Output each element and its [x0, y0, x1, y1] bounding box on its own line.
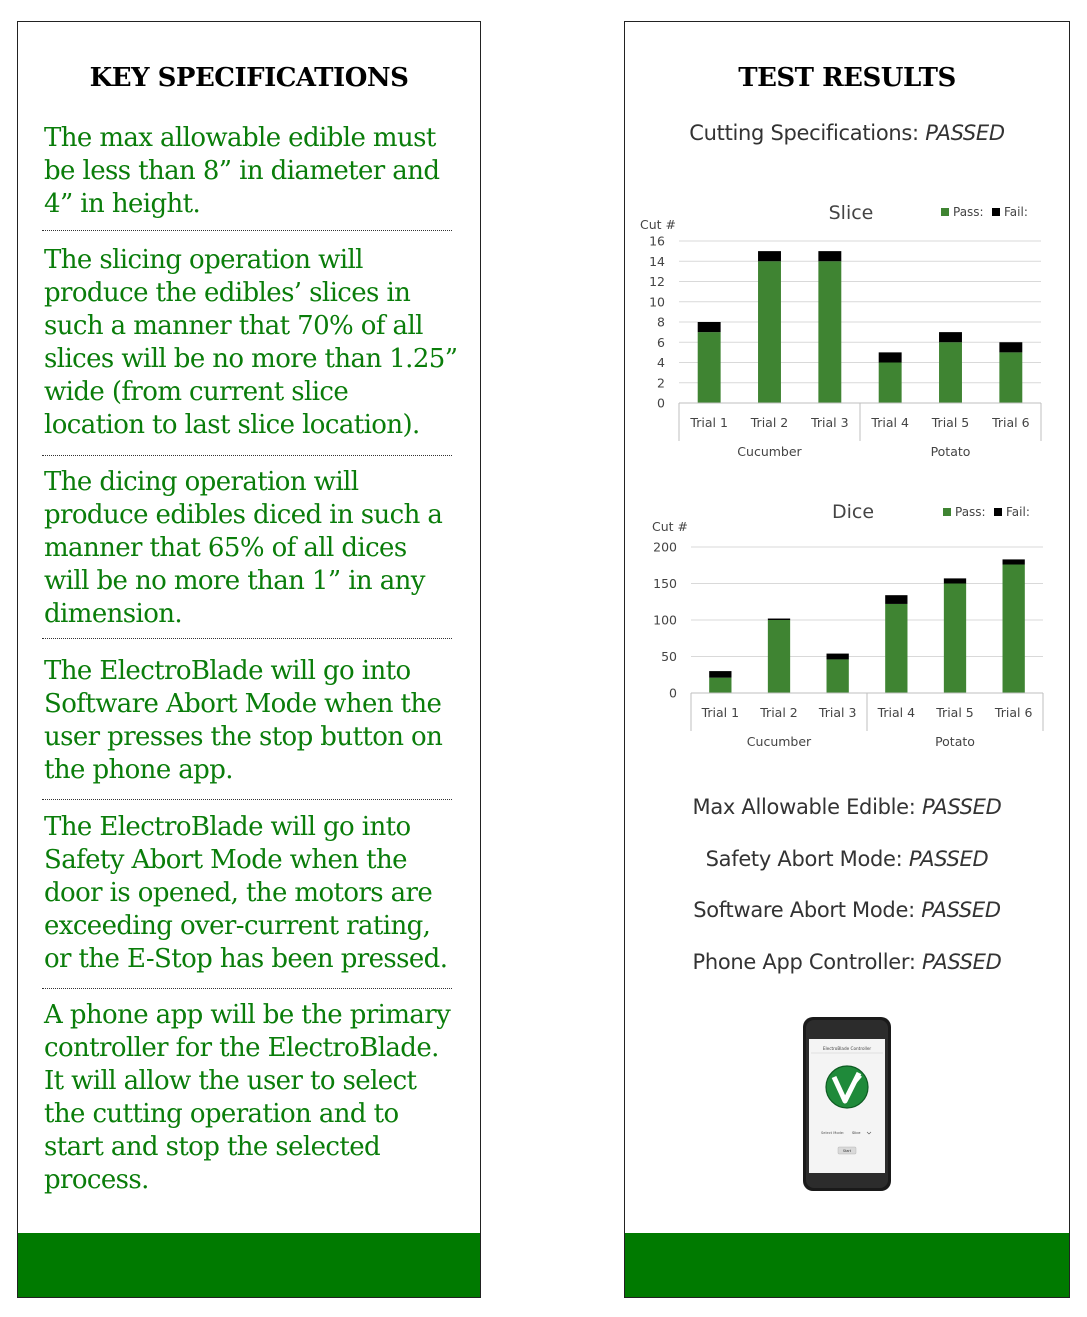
y-axis-label: Cut # [652, 519, 688, 534]
spec-paragraph [44, 811, 454, 976]
bar-fail [944, 578, 966, 583]
bar-fail [999, 342, 1022, 352]
y-tick-label: 100 [653, 612, 677, 628]
x-tick-label: Trial 2 [760, 705, 798, 720]
phone-app-controller-result [625, 950, 1069, 974]
test-results-heading: TEST RESULTS [738, 63, 956, 93]
phone-app-title: ElectroBlade Controller [822, 1046, 872, 1051]
spec-line: will be no more than 1” in any [44, 566, 425, 596]
left-footer-bar [18, 1233, 480, 1297]
result-label: Software Abort Mode: [693, 898, 922, 922]
x-tick-label: Trial 5 [936, 705, 974, 720]
spec-line: dimension. [44, 599, 183, 629]
bar-fail [1003, 559, 1025, 564]
spec-line: The ElectroBlade will go into [44, 812, 411, 842]
bar-pass [818, 261, 841, 403]
spec-line: 4” in height. [44, 189, 201, 219]
legend-fail-label: Fail: [1006, 505, 1030, 519]
spec-line: start and stop the selected [44, 1132, 381, 1162]
slice-chart [625, 177, 1071, 459]
y-tick-label: 14 [649, 253, 665, 269]
bar-pass [939, 342, 962, 403]
result-label: Max Allowable Edible: [692, 795, 922, 819]
spec-divider [42, 455, 452, 456]
result-label: Phone App Controller: [692, 950, 922, 974]
group-label: Potato [935, 734, 975, 749]
result-status: PASSED [908, 847, 989, 871]
spec-paragraph [44, 122, 454, 221]
y-tick-label: 0 [657, 395, 665, 411]
group-label: Potato [930, 444, 971, 459]
right-footer-bar [625, 1233, 1069, 1297]
spec-line: the cutting operation and to [44, 1099, 399, 1129]
dice-chart [625, 477, 1071, 749]
x-tick-label: Trial 2 [750, 415, 789, 430]
bar-pass [999, 352, 1022, 403]
bar-fail [818, 251, 841, 261]
spec-line: Safety Abort Mode when the [44, 845, 407, 875]
legend-pass-swatch [943, 508, 951, 516]
spec-line: The max allowable edible must [44, 123, 436, 153]
y-tick-label: 50 [661, 649, 677, 664]
legend-pass-label: Pass: [953, 205, 984, 219]
y-tick-label: 10 [649, 294, 665, 310]
spec-line: produce the edibles’ slices in [44, 278, 411, 308]
x-tick-label: Trial 1 [701, 705, 740, 720]
spec-paragraph [44, 999, 454, 1197]
spec-line: process. [44, 1165, 149, 1195]
result-status: PASSED [921, 898, 1001, 922]
spec-line: controller for the ElectroBlade. [44, 1033, 439, 1063]
x-tick-label: Trial 5 [931, 415, 970, 430]
y-tick-label: 8 [657, 314, 665, 330]
y-axis-label: Cut # [640, 217, 676, 232]
bar-pass [1003, 565, 1025, 693]
test-results-panel [624, 21, 1070, 1298]
key-specifications-heading: KEY SPECIFICATIONS [89, 63, 409, 93]
spec-paragraph [44, 655, 454, 787]
bar-fail [879, 352, 902, 362]
spec-divider [42, 638, 452, 639]
spec-line: user presses the stop button on [44, 722, 443, 752]
phone-select-value[interactable]: Slice [852, 1131, 861, 1135]
bar-pass [698, 332, 721, 403]
y-tick-label: 200 [653, 539, 677, 555]
phone-start-label: Start [842, 1149, 852, 1153]
spec-line: or the E-Stop has been pressed. [44, 944, 448, 974]
x-tick-label: Trial 3 [818, 705, 857, 720]
spec-divider [42, 230, 452, 231]
spec-line: door is opened, the motors are [44, 878, 433, 908]
y-tick-label: 150 [653, 576, 677, 591]
y-tick-label: 4 [657, 355, 665, 370]
spec-line: The ElectroBlade will go into [44, 656, 411, 686]
software-abort-mode-result [625, 898, 1069, 922]
spec-line: the phone app. [44, 755, 233, 785]
x-tick-label: Trial 6 [992, 415, 1030, 430]
legend-pass-swatch [941, 208, 949, 216]
spec-line: The dicing operation will [44, 467, 359, 497]
spec-paragraph [44, 466, 454, 631]
x-tick-label: Trial 3 [811, 415, 849, 430]
safety-abort-mode-result [625, 847, 1069, 871]
key-specifications-panel [17, 21, 481, 1298]
phone-app-screenshot [801, 1015, 893, 1193]
y-tick-label: 16 [649, 233, 665, 249]
x-tick-label: Trial 4 [877, 705, 916, 720]
bar-fail [758, 251, 781, 261]
spec-paragraph [44, 244, 458, 442]
y-tick-label: 0 [669, 685, 677, 701]
y-tick-label: 12 [649, 274, 665, 289]
spec-line: such a manner that 70% of all [44, 311, 423, 341]
spec-line: It will allow the user to select [44, 1066, 417, 1096]
legend-fail-swatch [994, 508, 1002, 516]
legend-fail-label: Fail: [1004, 205, 1028, 219]
cutting-specifications-result [625, 121, 1069, 145]
max-allowable-edible-result [625, 795, 1069, 819]
spec-line: slices will be no more than 1.25” [44, 344, 458, 374]
spec-line: be less than 8” in diameter and [44, 156, 440, 186]
chart-title: Slice [828, 202, 874, 224]
phone-select-label[interactable]: Select Mode: [821, 1131, 845, 1135]
bar-fail [698, 322, 721, 332]
group-label: Cucumber [737, 444, 802, 459]
spec-line: The slicing operation will [44, 245, 363, 275]
result-label: Safety Abort Mode: [705, 847, 909, 871]
x-tick-label: Trial 1 [690, 415, 728, 430]
bar-fail [885, 595, 907, 604]
spec-line: location to last slice location). [44, 410, 420, 440]
bar-fail [827, 654, 849, 660]
bar-fail [709, 671, 731, 678]
legend-pass-label: Pass: [955, 505, 986, 519]
x-tick-label: Trial 6 [994, 705, 1033, 720]
cutting-specifications-label: Cutting Specifications: [689, 121, 926, 145]
result-status: PASSED [921, 950, 1002, 974]
bar-pass [758, 261, 781, 403]
spec-line: wide (from current slice [44, 377, 349, 407]
y-tick-label: 2 [657, 375, 665, 391]
spec-line: Software Abort Mode when the [44, 689, 442, 719]
y-tick-label: 6 [657, 334, 665, 350]
bar-pass [768, 620, 790, 693]
bar-pass [827, 659, 849, 693]
spec-line: produce edibles diced in such a [44, 500, 443, 530]
spec-line: manner that 65% of all dices [44, 533, 407, 563]
result-status: PASSED [921, 795, 1002, 819]
bar-fail [768, 619, 790, 620]
bar-fail [939, 332, 962, 342]
bar-pass [885, 604, 907, 693]
group-label: Cucumber [746, 734, 812, 749]
spec-divider [42, 799, 452, 800]
bar-pass [709, 678, 731, 693]
bar-pass [944, 584, 966, 694]
cutting-specifications-status: PASSED [925, 121, 1005, 145]
chart-title: Dice [831, 501, 875, 523]
spec-line: exceeding over-current rating, [44, 911, 431, 941]
legend-fail-swatch [992, 208, 1000, 216]
bar-pass [879, 363, 902, 404]
x-tick-label: Trial 4 [871, 415, 909, 430]
spec-divider [42, 988, 452, 989]
spec-line: A phone app will be the primary [44, 1000, 451, 1030]
